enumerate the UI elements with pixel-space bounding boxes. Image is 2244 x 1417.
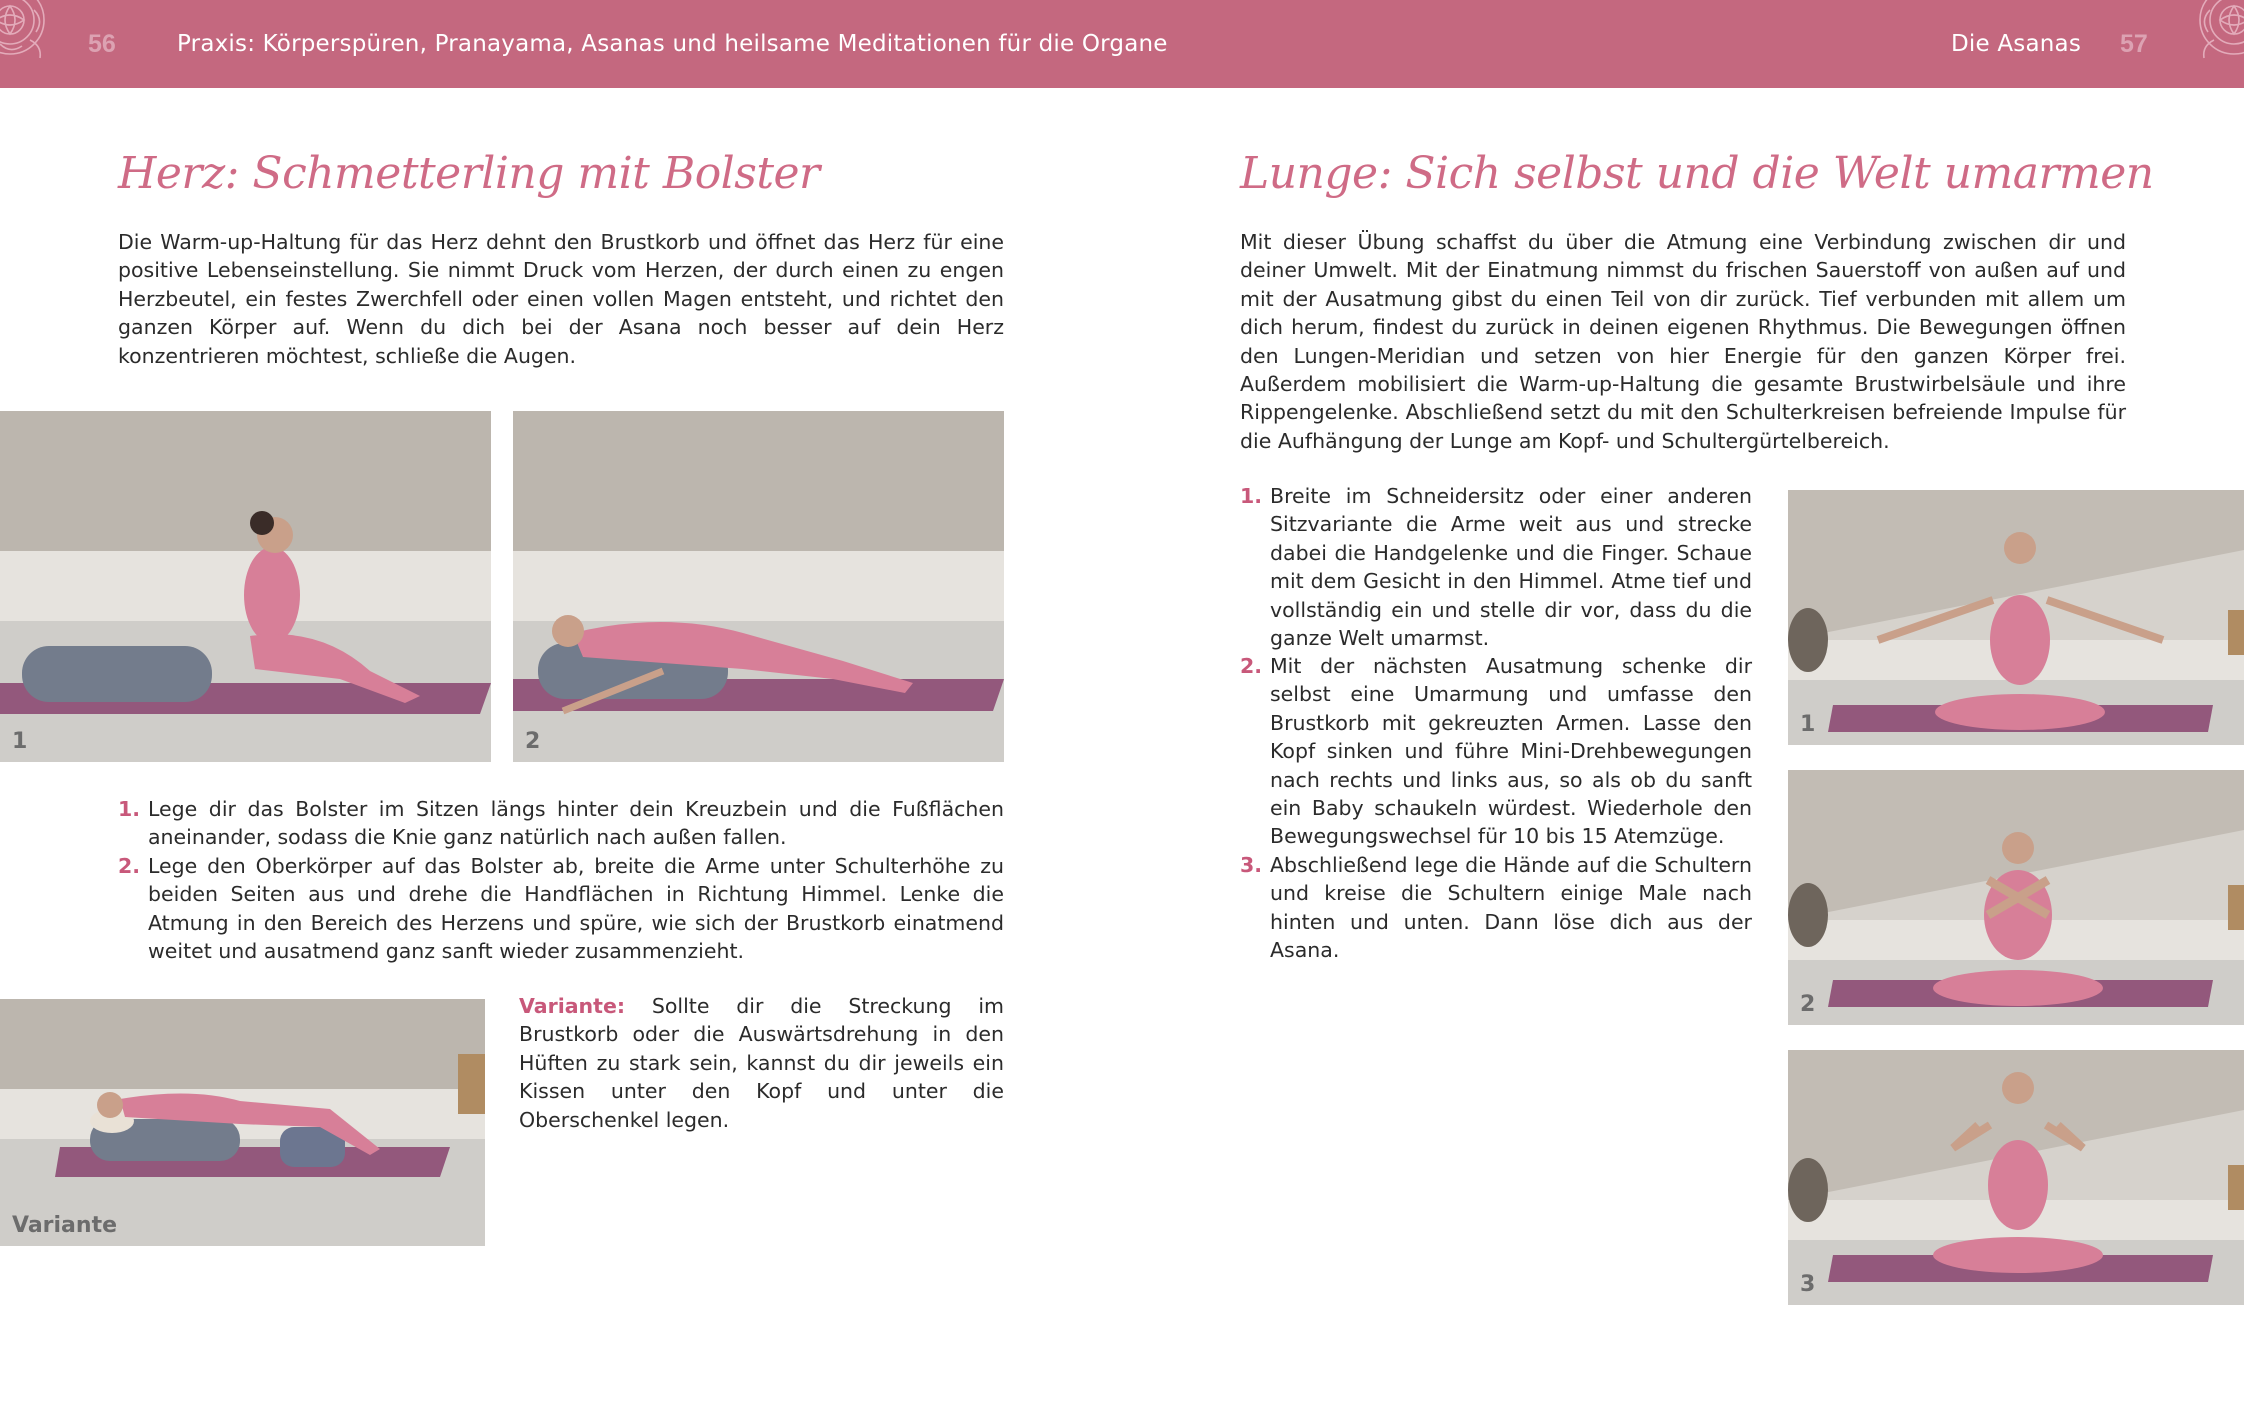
right-section-title: Lunge: Sich selbst und die Welt umarmen xyxy=(1240,148,2154,199)
step-text: Lege dir das Bolster im Sitzen längs hinter dein Kreuzbein und die Fußflächen aneinander, sodass die Knie ganz natürlich nach außen fallen. xyxy=(148,797,1004,850)
step-number: 1. xyxy=(1240,484,1263,508)
page-header xyxy=(0,0,2244,88)
yoga-shoulder-circles-image xyxy=(1788,1050,2244,1305)
left-variant-photo xyxy=(0,999,485,1246)
yoga-self-hug-image xyxy=(1788,770,2244,1025)
right-step-2 xyxy=(1240,652,1752,851)
step-number: 3. xyxy=(1240,853,1263,877)
mandala-ornament-left-icon xyxy=(0,0,70,80)
right-photo-3 xyxy=(1788,1050,2244,1305)
variant-label: Variante: xyxy=(519,994,626,1018)
step-text: Breite im Schneidersitz oder einer anderen Sitzvariante die Arme weit aus und strecke dabei die Handgelenke und die Finger. Schaue mit dem Gesicht in den Himmel. Atme tief und vollständig ein und stelle dir vor, dass du die ganze Welt umarmst. xyxy=(1270,484,1752,651)
right-page-number: 57 xyxy=(2120,30,2148,58)
step-number: 1. xyxy=(118,797,141,821)
right-photo-2 xyxy=(1788,770,2244,1025)
right-step-1 xyxy=(1240,482,1752,652)
left-section-title: Herz: Schmetterling mit Bolster xyxy=(118,148,820,199)
photo-label: Variante xyxy=(12,1213,118,1238)
left-photo-1 xyxy=(0,411,491,762)
photo-label: 2 xyxy=(1800,992,1816,1017)
right-step-3 xyxy=(1240,851,1752,965)
left-step-2 xyxy=(118,852,1004,966)
variant-paragraph xyxy=(519,992,1004,1134)
variant-text: Sollte dir die Streckung im Brustkorb oder die Auswärtsdrehung in den Hüften zu stark sein, kannst du dir jeweils ein Kissen unter den Kopf und unter die Oberschenkel legen. xyxy=(519,994,1004,1132)
photo-label: 1 xyxy=(12,729,28,754)
yoga-reclined-bolster-image xyxy=(513,411,1004,762)
step-number: 2. xyxy=(1240,654,1263,678)
left-photo-2 xyxy=(513,411,1004,762)
right-intro-paragraph: Mit dieser Übung schaffst du über die Atmung eine Verbindung zwischen dir und deiner Umwelt. Mit der Einatmung nimmst du frischen Sauerstoff von außen auf und mit der Ausatmung gibst du einen Teil von dir zurück. Tief verbunden mit allem um dich herum, findest du zurück in deinen eigenen Rhythmus. Die Bewegungen öffnen den Lungen-Meridian und setzen von hier Energie für den ganzen Körper frei. Außerdem mobilisiert die Warm-up-Haltung die gesamte Brustwirbelsäule und ihre Rippengelenke. Abschließend setzt du mit den Schulterkreisen befreiende Impulse für die Aufhängung der Lunge am Kopf- und Schultergürtelbereich. xyxy=(1240,230,2126,453)
photo-label: 2 xyxy=(525,729,541,754)
photo-label: 3 xyxy=(1800,1272,1816,1297)
right-running-title: Die Asanas xyxy=(1951,31,2082,57)
step-text: Mit der nächsten Ausatmung schenke dir selbst eine Umarmung und umfasse den Brustkorb mit gekreuzten Armen. Lasse den Kopf sinken und führe Mini-Drehbewegungen nach rechts und links aus, so als ob du sanft ein Baby schaukeln würdest. Wiederhole den Bewegungswechsel für 10 bis 15 Atemzüge. xyxy=(1270,654,1752,849)
photo-label: 1 xyxy=(1800,712,1816,737)
left-running-title: Praxis: Körperspüren, Pranayama, Asanas und heilsame Meditationen für die Organe xyxy=(177,31,1168,57)
right-photo-1 xyxy=(1788,490,2244,745)
left-intro-paragraph: Die Warm-up-Haltung für das Herz dehnt den Brustkorb und öffnet das Herz für eine positive Lebenseinstellung. Sie nimmt Druck vom Herzen, der durch einen zu engen Herzbeutel, ein festes Zwerchfell oder einen vollen Magen entsteht, und richtet den ganzen Körper auf. Wenn du dich bei der Asana noch besser auf dein Herz konzentrieren möchtest, schließe die Augen. xyxy=(118,230,1004,368)
step-text: Lege den Oberkörper auf das Bolster ab, breite die Arme unter Schulterhöhe zu beiden Seiten aus und drehe die Handflächen in Richtung Himmel. Lenke die Atmung in den Bereich des Herzens und spüre, wie sich der Brustkorb einatmend weitet und ausatmend ganz sanft wieder zusammenzieht. xyxy=(148,854,1004,964)
left-step-1 xyxy=(118,795,1004,852)
yoga-variant-image xyxy=(0,999,485,1246)
yoga-seated-bolster-image xyxy=(0,411,491,762)
left-page-number: 56 xyxy=(88,30,116,58)
yoga-arms-open-image xyxy=(1788,490,2244,745)
step-number: 2. xyxy=(118,854,141,878)
mandala-ornament-right-icon xyxy=(2170,0,2244,80)
step-text: Abschließend lege die Hände auf die Schultern und kreise die Schultern einige Male nach hinten und unten. Dann löse dich aus der Asana. xyxy=(1270,853,1752,963)
